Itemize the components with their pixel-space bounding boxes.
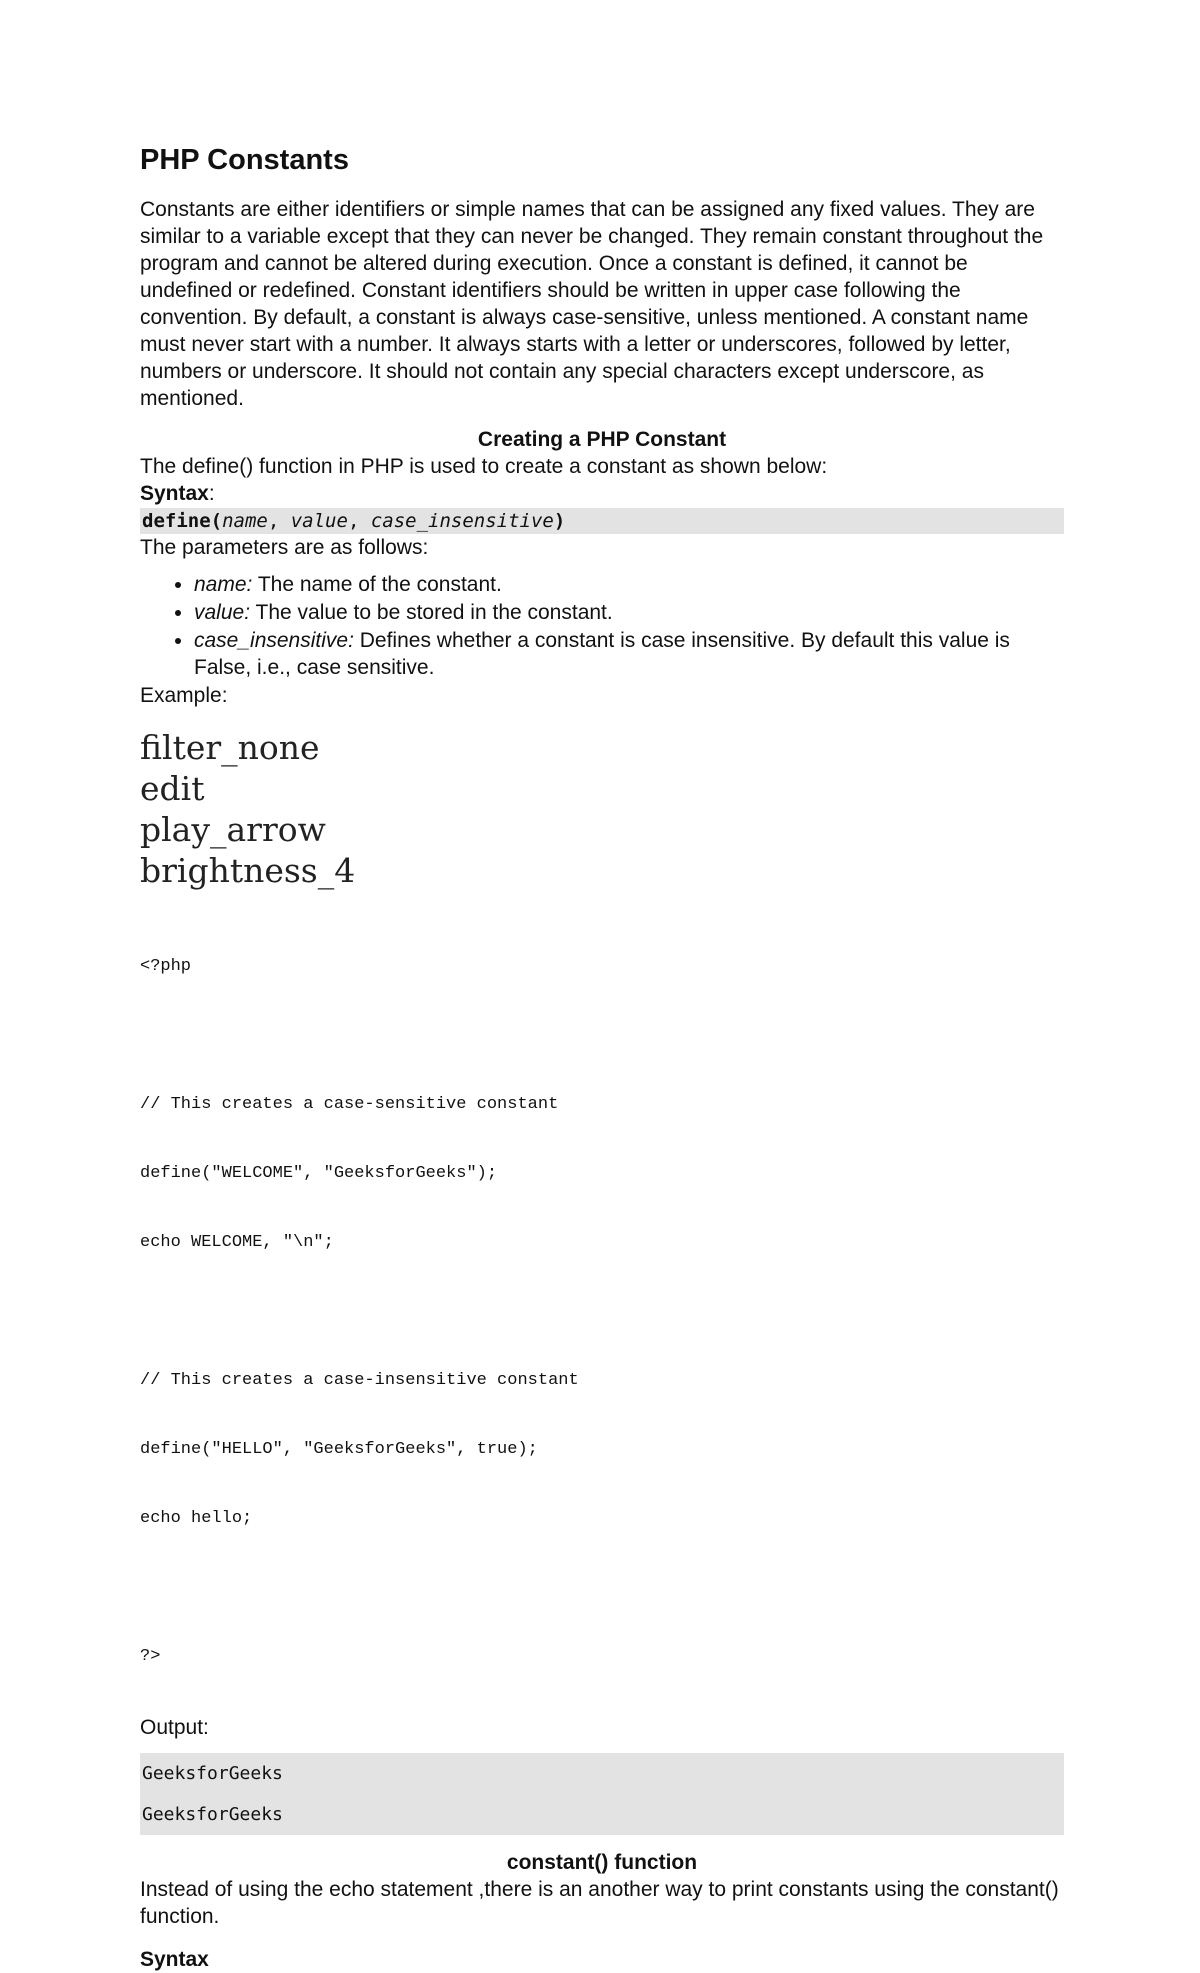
params-intro: The parameters are as follows:	[140, 536, 429, 559]
creating-heading: Creating a PHP Constant	[477, 428, 727, 451]
code-line	[140, 1300, 1064, 1323]
code-line: // This creates a case-sensitive constant	[140, 1095, 559, 1114]
syntax-sep-2: ,	[347, 510, 371, 532]
output-box	[140, 1753, 1064, 1835]
param-desc: Defines whether a constant is case insensitive. By default this value is False, i.e., case sensitive.	[194, 629, 1010, 679]
syntax-param-value: value	[290, 510, 348, 532]
constant-fn-syntax-label: Syntax	[140, 1948, 209, 1971]
list-item	[194, 627, 1064, 681]
code-line: echo WELCOME, "\n";	[140, 1233, 334, 1252]
constant-fn-description: Instead of using the echo statement ,there is an another way to print constants using the constant() function.	[140, 1878, 1059, 1928]
brightness-icon[interactable]: brightness_4	[140, 851, 356, 890]
code-line	[140, 1576, 1064, 1599]
output-label: Output:	[140, 1716, 209, 1739]
syntax-box	[140, 508, 1064, 534]
code-line: define("WELCOME", "GeeksforGeeks");	[140, 1164, 498, 1183]
constant-fn-heading: constant() function	[506, 1851, 698, 1874]
code-line	[140, 1024, 1064, 1047]
code-line: define("HELLO", "GeeksforGeeks", true);	[140, 1440, 538, 1459]
syntax-close: )	[553, 510, 566, 532]
syntax-sep-1: ,	[267, 510, 291, 532]
syntax-line	[140, 480, 1064, 507]
code-line: echo hello;	[140, 1509, 253, 1528]
list-item	[194, 599, 1064, 626]
example-label: Example:	[140, 684, 228, 707]
syntax-param-case: case_insensitive	[370, 510, 554, 532]
syntax-colon: :	[208, 482, 215, 505]
output-line: GeeksforGeeks	[142, 1804, 283, 1825]
code-line: <?php	[140, 957, 192, 976]
param-name: name:	[194, 573, 253, 596]
code-line: // This creates a case-insensitive constant	[140, 1371, 579, 1390]
code-line: ?>	[140, 1647, 161, 1666]
creating-description: The define() function in PHP is used to create a constant as shown below:	[140, 455, 828, 478]
intro-paragraph: Constants are either identifiers or simple names that can be assigned any fixed values. They are similar to a variable except that they can never be changed. They remain constant throughout the program and cannot be altered during execution. Once a constant is defined, it cannot be undefined or redefined. Constant identifiers should be written in upper case following the convention. By default, a constant is always case-sensitive, unless mentioned. A constant name must never start with a number. It always starts with a letter or underscores, followed by letter, numbers or underscore. It should not contain any special characters except underscore, as mentioned.	[140, 198, 1044, 410]
params-list	[140, 571, 1064, 681]
list-item	[194, 571, 1064, 598]
code-toolbar	[140, 727, 1064, 891]
document-page	[140, 140, 1064, 1973]
play-arrow-icon[interactable]: play_arrow	[140, 810, 326, 849]
edit-icon[interactable]: edit	[140, 769, 205, 808]
filter-none-icon[interactable]: filter_none	[140, 728, 320, 767]
output-line: GeeksforGeeks	[142, 1763, 283, 1784]
syntax-fn: define(	[142, 510, 223, 532]
page-title: PHP Constants	[140, 144, 349, 176]
param-name: case_insensitive:	[194, 629, 354, 652]
param-desc: The value to be stored in the constant.	[250, 601, 613, 624]
syntax-label: Syntax	[140, 482, 209, 505]
param-name: value:	[194, 601, 251, 624]
code-block	[140, 909, 1064, 1714]
param-desc: The name of the constant.	[252, 573, 502, 596]
syntax-param-name: name	[222, 510, 268, 532]
